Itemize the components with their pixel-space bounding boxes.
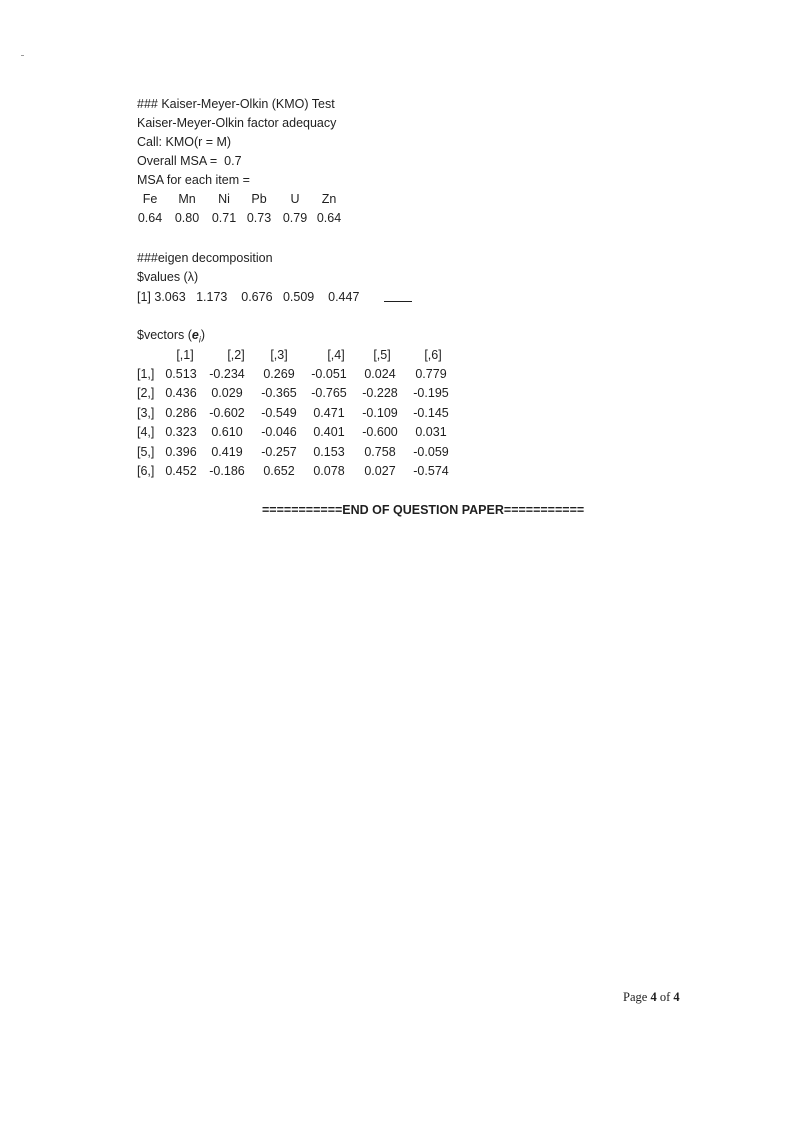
row-label: [5,]: [137, 445, 155, 459]
eigenvector-cell: 0.323: [165, 425, 197, 439]
eigenvector-cell: -0.574: [413, 464, 449, 478]
eigenvector-cell: 0.652: [263, 464, 295, 478]
msa-item: Pb: [251, 192, 267, 206]
eigenvector-cell: -0.602: [209, 406, 245, 420]
eigen-vectors-label: $vectors $(e_i)$: [137, 328, 206, 345]
msa-value: 0.71: [211, 211, 237, 225]
eigenvector-cell: -0.195: [413, 386, 449, 400]
eigenvector-cell: 0.029: [211, 386, 243, 400]
eigen-heading: ###eigen decomposition: [137, 251, 273, 265]
eigenvector-cell: -0.257: [261, 445, 297, 459]
eigenvector-cell: 0.758: [364, 445, 396, 459]
eigenvector-cell: 0.078: [313, 464, 345, 478]
column-header: [,3]: [270, 348, 288, 362]
msa-value: 0.73: [246, 211, 272, 225]
kmo-call: Call: KMO(r = M): [137, 135, 232, 149]
eigenvector-cell: 0.471: [313, 406, 345, 420]
kmo-heading: ### Kaiser-Meyer-Olkin (KMO) Test: [137, 97, 335, 111]
msa-value: 0.79: [282, 211, 308, 225]
eigenvector-cell: -0.051: [311, 367, 347, 381]
msa-item: Fe: [142, 192, 158, 206]
row-label: [6,]: [137, 464, 155, 478]
row-label: [3,]: [137, 406, 155, 420]
eigenvector-cell: 0.452: [165, 464, 197, 478]
msa-value: 0.64: [137, 211, 163, 225]
eigenvector-cell: 0.396: [165, 445, 197, 459]
eigenvector-cell: 0.513: [165, 367, 197, 381]
msa-item: U: [290, 192, 300, 206]
eigenvector-cell: -0.186: [209, 464, 245, 478]
eigenvector-cell: -0.365: [261, 386, 297, 400]
end-of-paper-banner: ===========END OF QUESTION PAPER===========: [262, 503, 585, 517]
eigenvector-cell: 0.031: [415, 425, 447, 439]
eigen-values-label: $values (λ): [137, 270, 199, 284]
eigenvector-cell: -0.600: [362, 425, 398, 439]
eigenvector-cell: -0.549: [261, 406, 297, 420]
row-label: [2,]: [137, 386, 155, 400]
page-number: Page 4 of 4: [623, 990, 680, 1004]
row-label: [4,]: [137, 425, 155, 439]
msa-item: Ni: [218, 192, 230, 206]
eigenvector-cell: 0.286: [165, 406, 197, 420]
msa-value: 0.64: [316, 211, 342, 225]
eigenvector-cell: 0.779: [415, 367, 447, 381]
msa-item: Zn: [321, 192, 337, 206]
eigenvector-cell: -0.046: [261, 425, 297, 439]
eigenvector-cell: -0.059: [413, 445, 449, 459]
eigenvector-cell: 0.419: [211, 445, 243, 459]
eigenvector-cell: 0.269: [263, 367, 295, 381]
eigenvector-cell: -0.109: [362, 406, 398, 420]
row-label: [1,]: [137, 367, 155, 381]
eigenvector-cell: 0.436: [165, 386, 197, 400]
eigenvector-cell: -0.234: [209, 367, 245, 381]
eigenvector-cell: -0.765: [311, 386, 347, 400]
answer-blank: [384, 301, 412, 302]
eigenvector-cell: -0.228: [362, 386, 398, 400]
kmo-subtitle: Kaiser-Meyer-Olkin factor adequacy: [137, 116, 337, 130]
eigenvector-cell: 0.027: [364, 464, 396, 478]
eigenvector-cell: 0.153: [313, 445, 345, 459]
column-header: [,1]: [176, 348, 194, 362]
scan-speck: [21, 55, 24, 56]
column-header: [,2]: [227, 348, 245, 362]
column-header: [,4]: [327, 348, 345, 362]
msa-value: 0.80: [174, 211, 200, 225]
eigen-values-row: [1] 3.063 1.173 0.676 0.509 0.447: [137, 290, 360, 304]
eigenvector-cell: 0.401: [313, 425, 345, 439]
msa-item: Mn: [178, 192, 196, 206]
eigenvector-cell: -0.145: [413, 406, 449, 420]
kmo-msa-label: MSA for each item =: [137, 173, 250, 187]
column-header: [,5]: [373, 348, 391, 362]
kmo-overall-msa: Overall MSA = 0.7: [137, 154, 242, 168]
column-header: [,6]: [424, 348, 442, 362]
eigenvector-cell: 0.610: [211, 425, 243, 439]
eigenvector-cell: 0.024: [364, 367, 396, 381]
